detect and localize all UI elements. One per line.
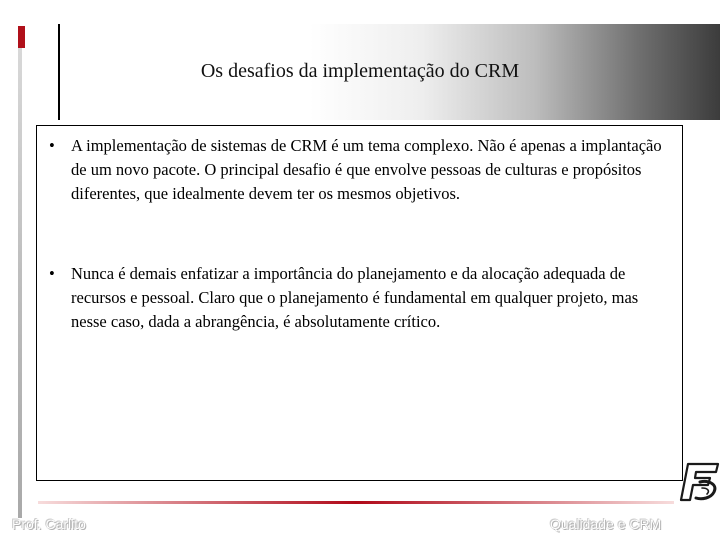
left-gray-bar — [18, 48, 22, 518]
bullet-text: Nunca é demais enfatizar a importância do planejamento e da alocação adequada de recursos e pessoal. Claro que o planejamento é fundamental em qualquer projeto, mas nesse caso, dada a abrangência, é absolutamente crítico. — [71, 264, 639, 331]
bullet-symbol: • — [49, 136, 55, 155]
fs-logo-icon — [678, 458, 720, 506]
bullet-symbol: • — [49, 264, 55, 283]
bullet-item — [49, 134, 674, 206]
bullet-item — [49, 262, 674, 334]
bottom-divider — [38, 501, 674, 504]
footer-course: Qualidade e CRM — [550, 516, 662, 532]
red-accent-bar — [18, 26, 25, 48]
content-box — [36, 125, 683, 481]
bullet-text: A implementação de sistemas de CRM é um tema complexo. Não é apenas a implantação de um novo pacote. O principal desafio é que envolve pessoas de culturas e propósitos diferentes, que idealmente devem ter os mesmos objetivos. — [71, 136, 662, 203]
footer-author: Prof. Carlito — [12, 516, 86, 532]
slide-title: Os desafios da implementação do CRM — [200, 60, 520, 82]
